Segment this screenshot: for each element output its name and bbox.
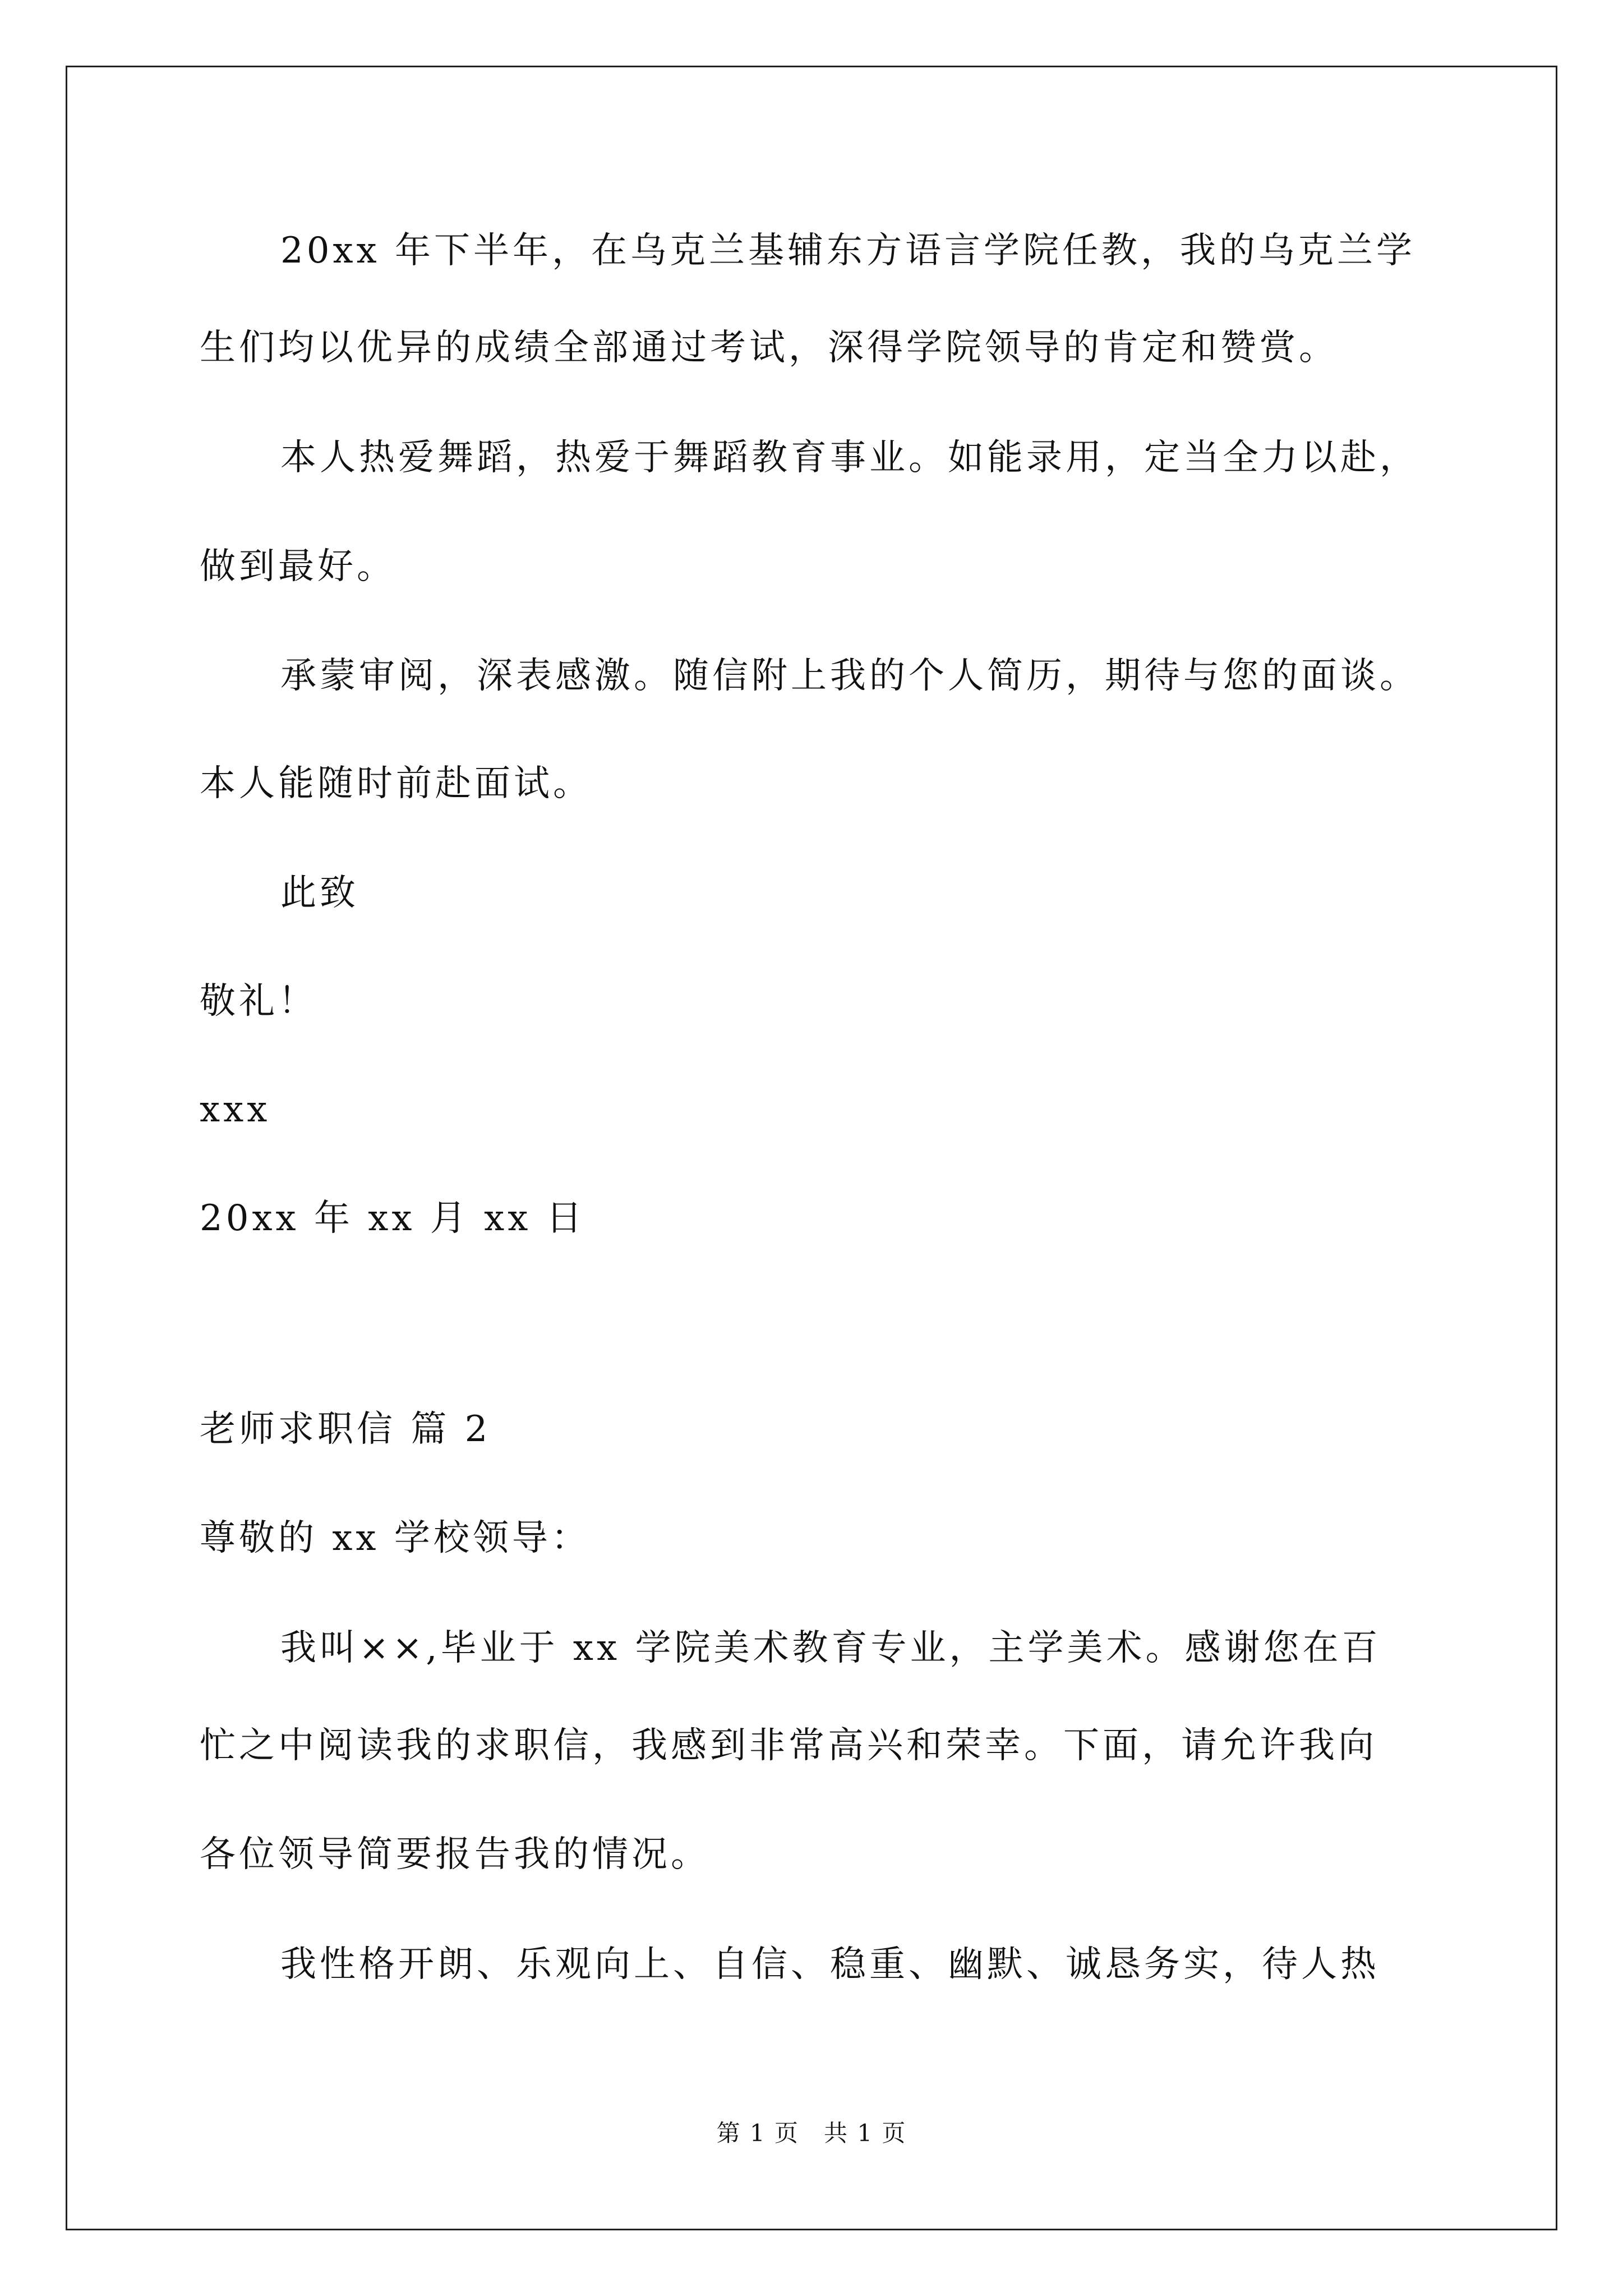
paragraph-line: 我性格开朗、乐观向上、自信、稳重、幽默、诚恳务实，待人热 xyxy=(280,1944,1380,1985)
paragraph-line: 20xx 年下半年，在乌克兰基辅东方语言学院任教，我的乌克兰学 xyxy=(280,230,1415,272)
signature-date: 20xx 年 xx 月 xx 日 xyxy=(200,1198,585,1239)
paragraph-line: 我叫××,毕业于 xx 学院美术教育专业，主学美术。感谢您在百 xyxy=(280,1627,1381,1669)
paragraph-line: 生们均以优异的成绩全部通过考试，深得学院领导的肯定和赞赏。 xyxy=(200,327,1338,369)
paragraph-line: 做到最好。 xyxy=(200,546,396,587)
page-border xyxy=(66,66,1557,2230)
greeting-line: 尊敬的 xx 学校领导： xyxy=(200,1517,591,1559)
paragraph-line: 本人热爱舞蹈，热爱于舞蹈教育事业。如能录用，定当全力以赴， xyxy=(280,437,1419,478)
salutation-line: 此致 xyxy=(280,872,359,914)
signature-name: xxx xyxy=(200,1089,271,1130)
salutation-line: 敬礼！ xyxy=(200,981,317,1022)
page-footer: 第 1 页 共 1 页 xyxy=(716,2119,907,2147)
paragraph-line: 忙之中阅读我的求职信，我感到非常高兴和荣幸。下面，请允许我向 xyxy=(200,1725,1377,1766)
paragraph-line: 承蒙审阅，深表感激。随信附上我的个人简历，期待与您的面谈。 xyxy=(280,655,1419,697)
paragraph-line: 各位领导简要报告我的情况。 xyxy=(200,1834,710,1875)
section-title: 老师求职信 篇 2 xyxy=(200,1409,491,1450)
paragraph-line: 本人能随时前赴面试。 xyxy=(200,763,592,804)
